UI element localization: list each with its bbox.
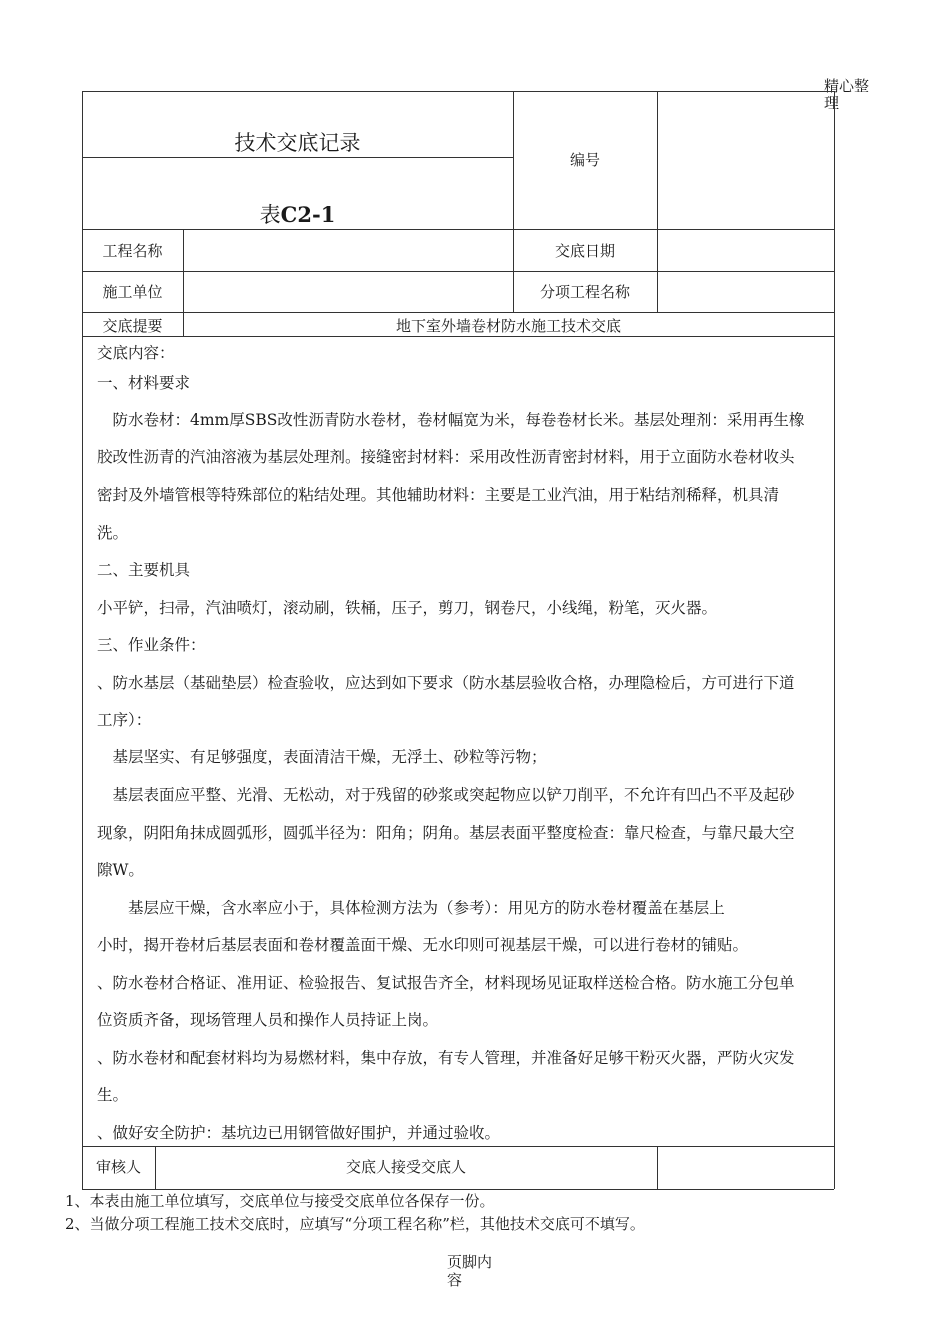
content-line: 二、主要机具 xyxy=(97,561,191,579)
note-1: 1、本表由施工单位填写，交底单位与接受交底单位各保存一份。 xyxy=(65,1192,495,1210)
project-name-field[interactable] xyxy=(184,230,512,270)
date-label: 交底日期 xyxy=(554,242,615,260)
content-line: 小平铲，扫帚，汽油喷灯，滚动刷，铁桶，压子，剪刀，钢卷尺，小线绳，粉笔，灭火器。 xyxy=(97,599,718,617)
content-line: 现象，阴阳角抹成圆弧形，圆弧半径为：阳角；阴角。基层表面平整度检查：靠尺检查，与靠尺最大空 xyxy=(97,824,795,842)
content-line: 工序）： xyxy=(97,711,152,729)
page-footer: 页脚内容 xyxy=(447,1253,493,1289)
content-line: 生。 xyxy=(97,1086,129,1104)
content-line: 基层坚实、有足够强度，表面清洁干燥，无浮土、砂粒等污物； xyxy=(97,748,547,766)
content-line: 防水卷材：4mm厚SBS改性沥青防水卷材，卷材幅宽为米，每卷卷材长米。基层处理剂：采用再生橡 xyxy=(97,411,805,429)
form-number xyxy=(82,202,513,227)
content-line: 、防水卷材合格证、准用证、检验报告、复试报告齐全，材料现场见证取样送检合格。防水施工分包单 xyxy=(97,974,795,992)
subproject-label: 分项工程名称 xyxy=(539,283,630,301)
date-field[interactable] xyxy=(658,230,833,270)
form-title: 技术交底记录 xyxy=(234,131,361,155)
content-line: 隙W。 xyxy=(97,861,144,879)
summary-label: 交底提要 xyxy=(102,317,163,335)
project-name-label: 工程名称 xyxy=(102,242,163,260)
content-line: 、防水基层（基础垫层）检查验收，应达到如下要求（防水基层验收合格，办理隐检后，方可进行下道 xyxy=(97,674,795,692)
number-value-field[interactable] xyxy=(658,92,833,228)
content-line: 小时，揭开卷材后基层表面和卷材覆盖面干燥、无水印则可视基层干燥，可以进行卷材的铺贴。 xyxy=(97,936,749,954)
content-line: 密封及外墙管根等特殊部位的粘结处理。其他辅助材料：主要是工业汽油，用于粘结剂稀释，机具清 xyxy=(97,486,780,504)
contractor-label: 施工单位 xyxy=(102,283,163,301)
content-line: 胶改性沥青的汽油溶液为基层处理剂。接缝密封材料：采用改性沥青密封材料，用于立面防水卷材收头 xyxy=(97,448,795,466)
signature-field[interactable] xyxy=(658,1147,833,1188)
reviewer-label: 审核人 xyxy=(95,1158,141,1176)
content-line: 交底内容： xyxy=(97,344,175,362)
summary-value: 地下室外墙卷材防水施工技术交底 xyxy=(395,317,621,335)
content-line: 位资质齐备，现场管理人员和操作人员持证上岗。 xyxy=(97,1011,439,1029)
content-line: 基层表面应平整、光滑、无松动，对于残留的砂浆或突起物应以铲刀削平，不允许有凹凸不平及起砂 xyxy=(97,786,795,804)
header-note: 精心整理 xyxy=(824,78,870,112)
number-label: 编号 xyxy=(569,151,600,169)
form-prefix: 表 xyxy=(259,203,281,227)
content-line: 、做好安全防护：基坑边已用钢管做好围护，并通过验收。 xyxy=(97,1124,501,1142)
contractor-field[interactable] xyxy=(184,272,512,311)
subproject-field[interactable] xyxy=(658,272,833,311)
content-line: 一、材料要求 xyxy=(97,374,191,392)
content-line: 三、作业条件： xyxy=(97,636,206,654)
note-2: 2、当做分项工程施工技术交底时，应填写“分项工程名称”栏，其他技术交底可不填写。 xyxy=(65,1215,645,1233)
content-line: 基层应干燥，含水率应小于，具体检测方法为（参考）：用见方的防水卷材覆盖在基层上 xyxy=(97,899,725,917)
form-code: C2-1 xyxy=(280,202,336,227)
content-line: 洗。 xyxy=(97,524,129,542)
content-line: 、防水卷材和配套材料均为易燃材料，集中存放，有专人管理，并准备好足够干粉灭火器，严防火灾发 xyxy=(97,1049,795,1067)
handover-label: 交底人接受交底人 xyxy=(345,1158,466,1176)
